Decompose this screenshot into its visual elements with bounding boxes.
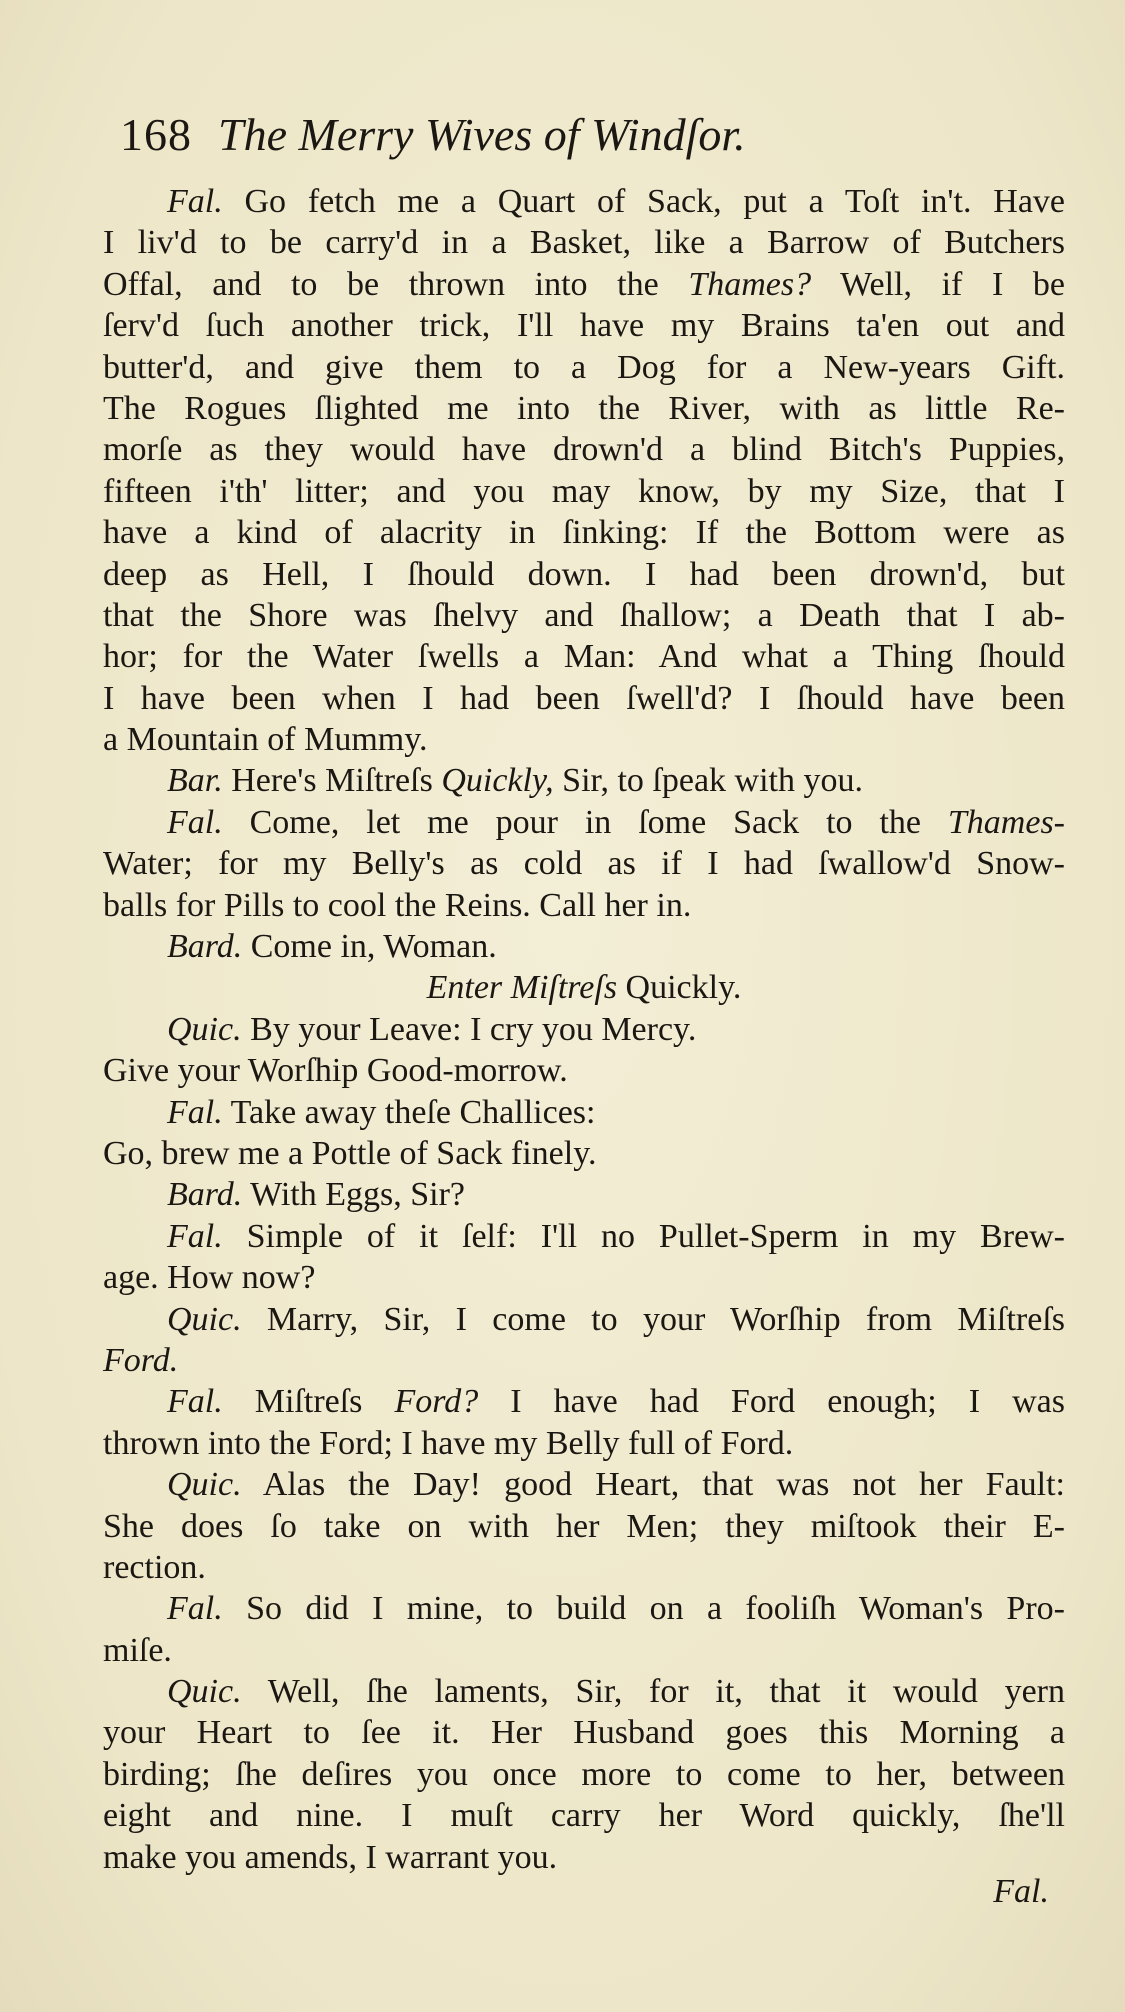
text-segment: Simple of it ſelf: I'll no Pullet-Sperm in my Brew- (222, 1217, 1065, 1255)
text-line (103, 1092, 1065, 1133)
text-line (103, 388, 1065, 429)
speaker-name: Fal. (167, 803, 223, 841)
text-line (103, 264, 1065, 305)
text-line (103, 1588, 1065, 1629)
speaker-name: Fal. (167, 1093, 223, 1131)
speaker-name: Quic. (167, 1300, 242, 1338)
text-segment: Quickly. (617, 969, 742, 1007)
text-segment: your Heart to ſee it. Her Husband goes this Morning a (103, 1714, 1065, 1752)
text-segment: Ford. (103, 1341, 179, 1379)
text-segment: Go, brew me a Pottle of Sack finely. (103, 1134, 597, 1172)
text-line (103, 1009, 1065, 1050)
text-segment: The Rogues ſlighted me into the River, with as little Re- (103, 389, 1065, 427)
speaker-name: Fal. (167, 183, 223, 220)
text-segment: Alas the Day! good Heart, that was not her Fault: (241, 1466, 1065, 1504)
text-segment: balls for Pills to cool the Reins. Call her in. (103, 886, 692, 924)
text-line (103, 1050, 1065, 1091)
text-line (103, 595, 1065, 636)
text-segment: Here's Miſtreſs (222, 762, 442, 800)
text-segment: deep as Hell, I ſhould down. I had been drown'd, but (103, 555, 1065, 593)
text-segment: Ford? (394, 1383, 479, 1421)
text-segment: Sir, to ſpeak with you. (553, 762, 863, 800)
text-segment: morſe as they would have drown'd a blind Bitch's Puppies, (103, 431, 1065, 469)
text-segment: Quickly, (441, 762, 554, 800)
text-line (103, 1754, 1065, 1795)
speaker-name: Quic. (167, 1466, 242, 1504)
text-segment: I liv'd to be carry'd in a Basket, like a Barrow of Butchers (103, 224, 1065, 262)
text-segment: By your Leave: I cry you Mercy. (241, 1010, 697, 1048)
text-line (103, 305, 1065, 346)
text-segment: rection. (103, 1548, 206, 1586)
page-number: 168 (120, 109, 192, 160)
text-segment: age. How now? (103, 1259, 316, 1297)
text-line (103, 1795, 1065, 1836)
text-line (103, 760, 1065, 801)
page-text (103, 181, 1065, 1878)
catchword: Fal. (993, 1873, 1049, 1910)
text-segment: make you amends, I warrant you. (103, 1838, 558, 1876)
text-line (103, 512, 1065, 553)
text-segment: Give your Worſhip Good-morrow. (103, 1052, 568, 1090)
text-line (103, 1340, 1065, 1381)
text-segment: fifteen i'th' litter; and you may know, by my Size, that I (103, 472, 1065, 510)
text-segment: hor; for the Water ſwells a Man: And what a Thing ſhould (103, 638, 1065, 676)
text-segment: Well, ſhe laments, Sir, for it, that it would yern (241, 1673, 1065, 1711)
text-segment: eight and nine. I muſt carry her Word quickly, ſhe'll (103, 1797, 1065, 1835)
text-line (103, 347, 1065, 388)
text-line (103, 885, 1065, 926)
text-segment: Thames- (947, 803, 1065, 841)
text-segment: a Mountain of Mummy. (103, 721, 428, 759)
text-line (103, 1381, 1065, 1422)
text-segment: Come in, Woman. (242, 928, 497, 966)
text-line (103, 1133, 1065, 1174)
text-line (103, 926, 1065, 967)
speaker-name: Fal. (167, 1217, 223, 1255)
text-segment: Enter Miſtreſs (426, 969, 618, 1007)
text-line (103, 678, 1065, 719)
stage-direction (103, 967, 1065, 1008)
text-segment: Take away theſe Challices: (222, 1093, 596, 1131)
text-line (103, 471, 1065, 512)
text-line (103, 1671, 1065, 1712)
text-segment: Marry, Sir, I come to your Worſhip from Miſtreſs (241, 1300, 1065, 1338)
text-segment: Miſtreſs (222, 1383, 395, 1421)
text-segment: that the Shore was ſhelvy and ſhallow; a Death that I ab- (103, 596, 1065, 634)
text-line (103, 1299, 1065, 1340)
text-segment: butter'd, and give them to a Dog for a New-years Gift. (103, 348, 1065, 386)
speaker-name: Fal. (167, 1590, 223, 1628)
text-line (103, 802, 1065, 843)
text-line (103, 1174, 1065, 1215)
text-line (103, 1506, 1065, 1547)
text-segment: With Eggs, Sir? (242, 1176, 466, 1214)
text-segment: I have been when I had been ſwell'd? I ſhould have been (103, 679, 1065, 717)
text-segment: I have had Ford enough; I was (478, 1383, 1065, 1421)
text-segment: thrown into the Ford; I have my Belly full of Ford. (103, 1424, 794, 1462)
speaker-name: Fal. (167, 1383, 223, 1421)
text-line (103, 1712, 1065, 1753)
text-line (103, 429, 1065, 470)
text-line (103, 1630, 1065, 1671)
text-line (103, 1464, 1065, 1505)
text-segment: She does ſo take on with her Men; they miſtook their E- (103, 1507, 1065, 1545)
text-segment: ſerv'd ſuch another trick, I'll have my Brains ta'en out and (103, 307, 1065, 345)
text-segment: have a kind of alacrity in ſinking: If the Bottom were as (103, 514, 1065, 552)
text-line (103, 1216, 1065, 1257)
text-line (103, 554, 1065, 595)
speaker-name: Quic. (167, 1010, 242, 1048)
text-segment: birding; ſhe deſires you once more to come to her, between (103, 1755, 1065, 1793)
running-title: The Merry Wives of Windſor. (218, 109, 746, 160)
speaker-name: Bard. (167, 928, 243, 966)
text-line (103, 1547, 1065, 1588)
text-segment: Offal, and to be thrown into the (103, 265, 689, 303)
text-line (103, 222, 1065, 263)
text-segment: So did I mine, to build on a fooliſh Woman's Pro- (222, 1590, 1065, 1628)
running-header (120, 108, 746, 161)
text-segment: Well, if I be (811, 265, 1065, 303)
text-line (103, 181, 1065, 222)
text-segment: Come, let me pour in ſome Sack to the (222, 803, 948, 841)
speaker-name: Bard. (167, 1176, 243, 1214)
speaker-name: Quic. (167, 1673, 242, 1711)
text-line (103, 843, 1065, 884)
text-segment: miſe. (103, 1631, 172, 1669)
text-line (103, 636, 1065, 677)
speaker-name: Bar. (167, 762, 223, 800)
text-line (103, 1837, 1065, 1878)
text-line (103, 1257, 1065, 1298)
text-segment: Thames? (688, 265, 812, 303)
text-line (103, 1423, 1065, 1464)
text-segment: Water; for my Belly's as cold as if I had ſwallow'd Snow- (103, 845, 1065, 883)
text-segment: Go fetch me a Quart of Sack, put a Toſt in't. Have (222, 183, 1065, 220)
text-line (103, 719, 1065, 760)
